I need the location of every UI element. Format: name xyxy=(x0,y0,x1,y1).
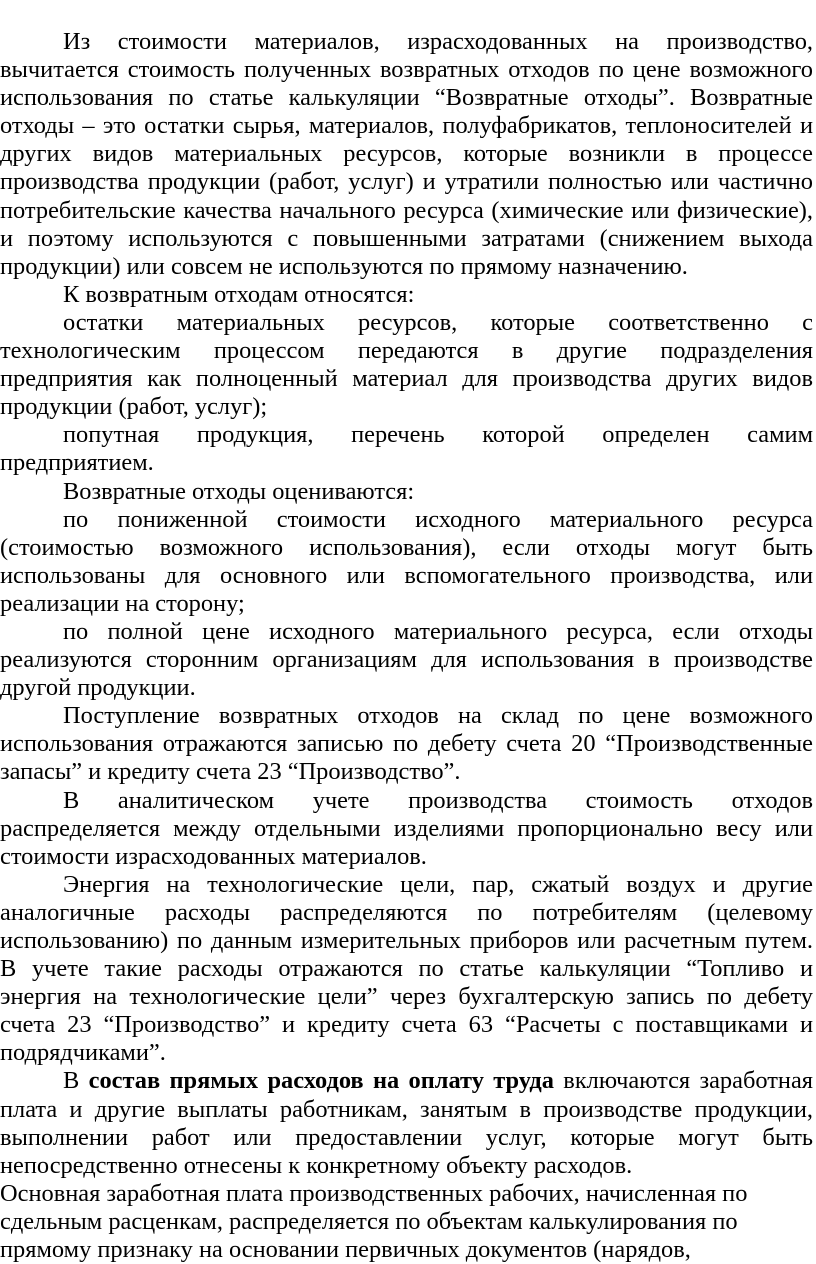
paragraph-returnable-waste-definition: Из стоимости материалов, израсходованных на производство, вычитается стоимость полученных возвратных отходов по цене возможного использования по статье калькуляции “Возвратные отходы”. Возвратные отходы – это остатки сырья, материалов, полуфабрикатов, теплоносителей и других видов материальных ресурсов, которые возникли в процессе производства продукции (работ, услуг) и утратили полностью или частично потребительские качества начального ресурса (химические или физические), и поэтому используются с повышенными затратами (снижением выхода продукции) или совсем не используются по прямому назначению. xyxy=(0,28,813,280)
basic-wages-line-1: Основная заработная плата производственных рабочих, начисленная по xyxy=(0,1179,748,1207)
document-body xyxy=(0,28,813,1264)
paragraph-energy-costs: Энергия на технологические цели, пар, сжатый воздух и другие аналогичные расходы распределяются по потребителям (целевому использованию) по данным измерительных приборов или расчетным путем. В учете такие расходы отражаются по статье калькуляции “Топливо и энергия на технологические цели” через бухгалтерскую запись по дебету счета 23 “Производство” и кредиту счета 63 “Расчеты с поставщиками и подрядчиками”. xyxy=(0,870,813,1067)
paragraph-list-item-byproducts: попутная продукция, перечень которой определен самим предприятием. xyxy=(0,421,813,477)
direct-labor-lead: В xyxy=(63,1067,89,1095)
paragraph-direct-labor-costs xyxy=(0,1067,813,1179)
paragraph-valuation-intro: Возвратные отходы оцениваются: xyxy=(63,477,415,505)
paragraph-valuation-reduced-cost: по пониженной стоимости исходного материального ресурса (стоимостью возможного использования), если отходы могут быть использованы для основного или вспомогательного производства, или реализации на сторону; xyxy=(0,505,813,617)
direct-labor-bold-term: состав прямых расходов на оплату труда xyxy=(88,1067,554,1095)
basic-wages-line-3: прямому признаку на основании первичных документов (нарядов, xyxy=(0,1236,691,1264)
paragraph-list-item-material-remains: остатки материальных ресурсов, которые соответственно с технологическим процессом передаются в другие подразделения предприятия как полноценный материал для производства других видов продукции (работ, услуг); xyxy=(0,308,813,421)
paragraph-warehouse-entry: Поступление возвратных отходов на склад по цене возможного использования отражаются записью по дебету счета 20 “Производственные запасы” и кредиту счета 23 “Производство”. xyxy=(0,702,813,786)
basic-wages-line-2: сдельным расценкам, распределяется по объектам калькулирования по xyxy=(0,1207,738,1235)
direct-labor-tail: включаются заработная плата и другие выплаты работникам, занятым в производстве продукции, выполнении работ или предоставлении услуг, которые могут быть непосредственно отнесены к конкретному объекту расходов. xyxy=(0,1067,813,1179)
paragraph-analytical-accounting: В аналитическом учете производства стоимость отходов распределяется между отдельными изделиями пропорционально весу или стоимости израсходованных материалов. xyxy=(0,786,813,870)
paragraph-returnable-waste-list-intro: К возвратным отходам относятся: xyxy=(63,280,415,308)
paragraph-basic-wages xyxy=(0,1180,813,1264)
paragraph-valuation-full-price: по полной цене исходного материального ресурса, если отходы реализуются сторонним организациям для использования в производстве другой продукции. xyxy=(0,617,813,702)
